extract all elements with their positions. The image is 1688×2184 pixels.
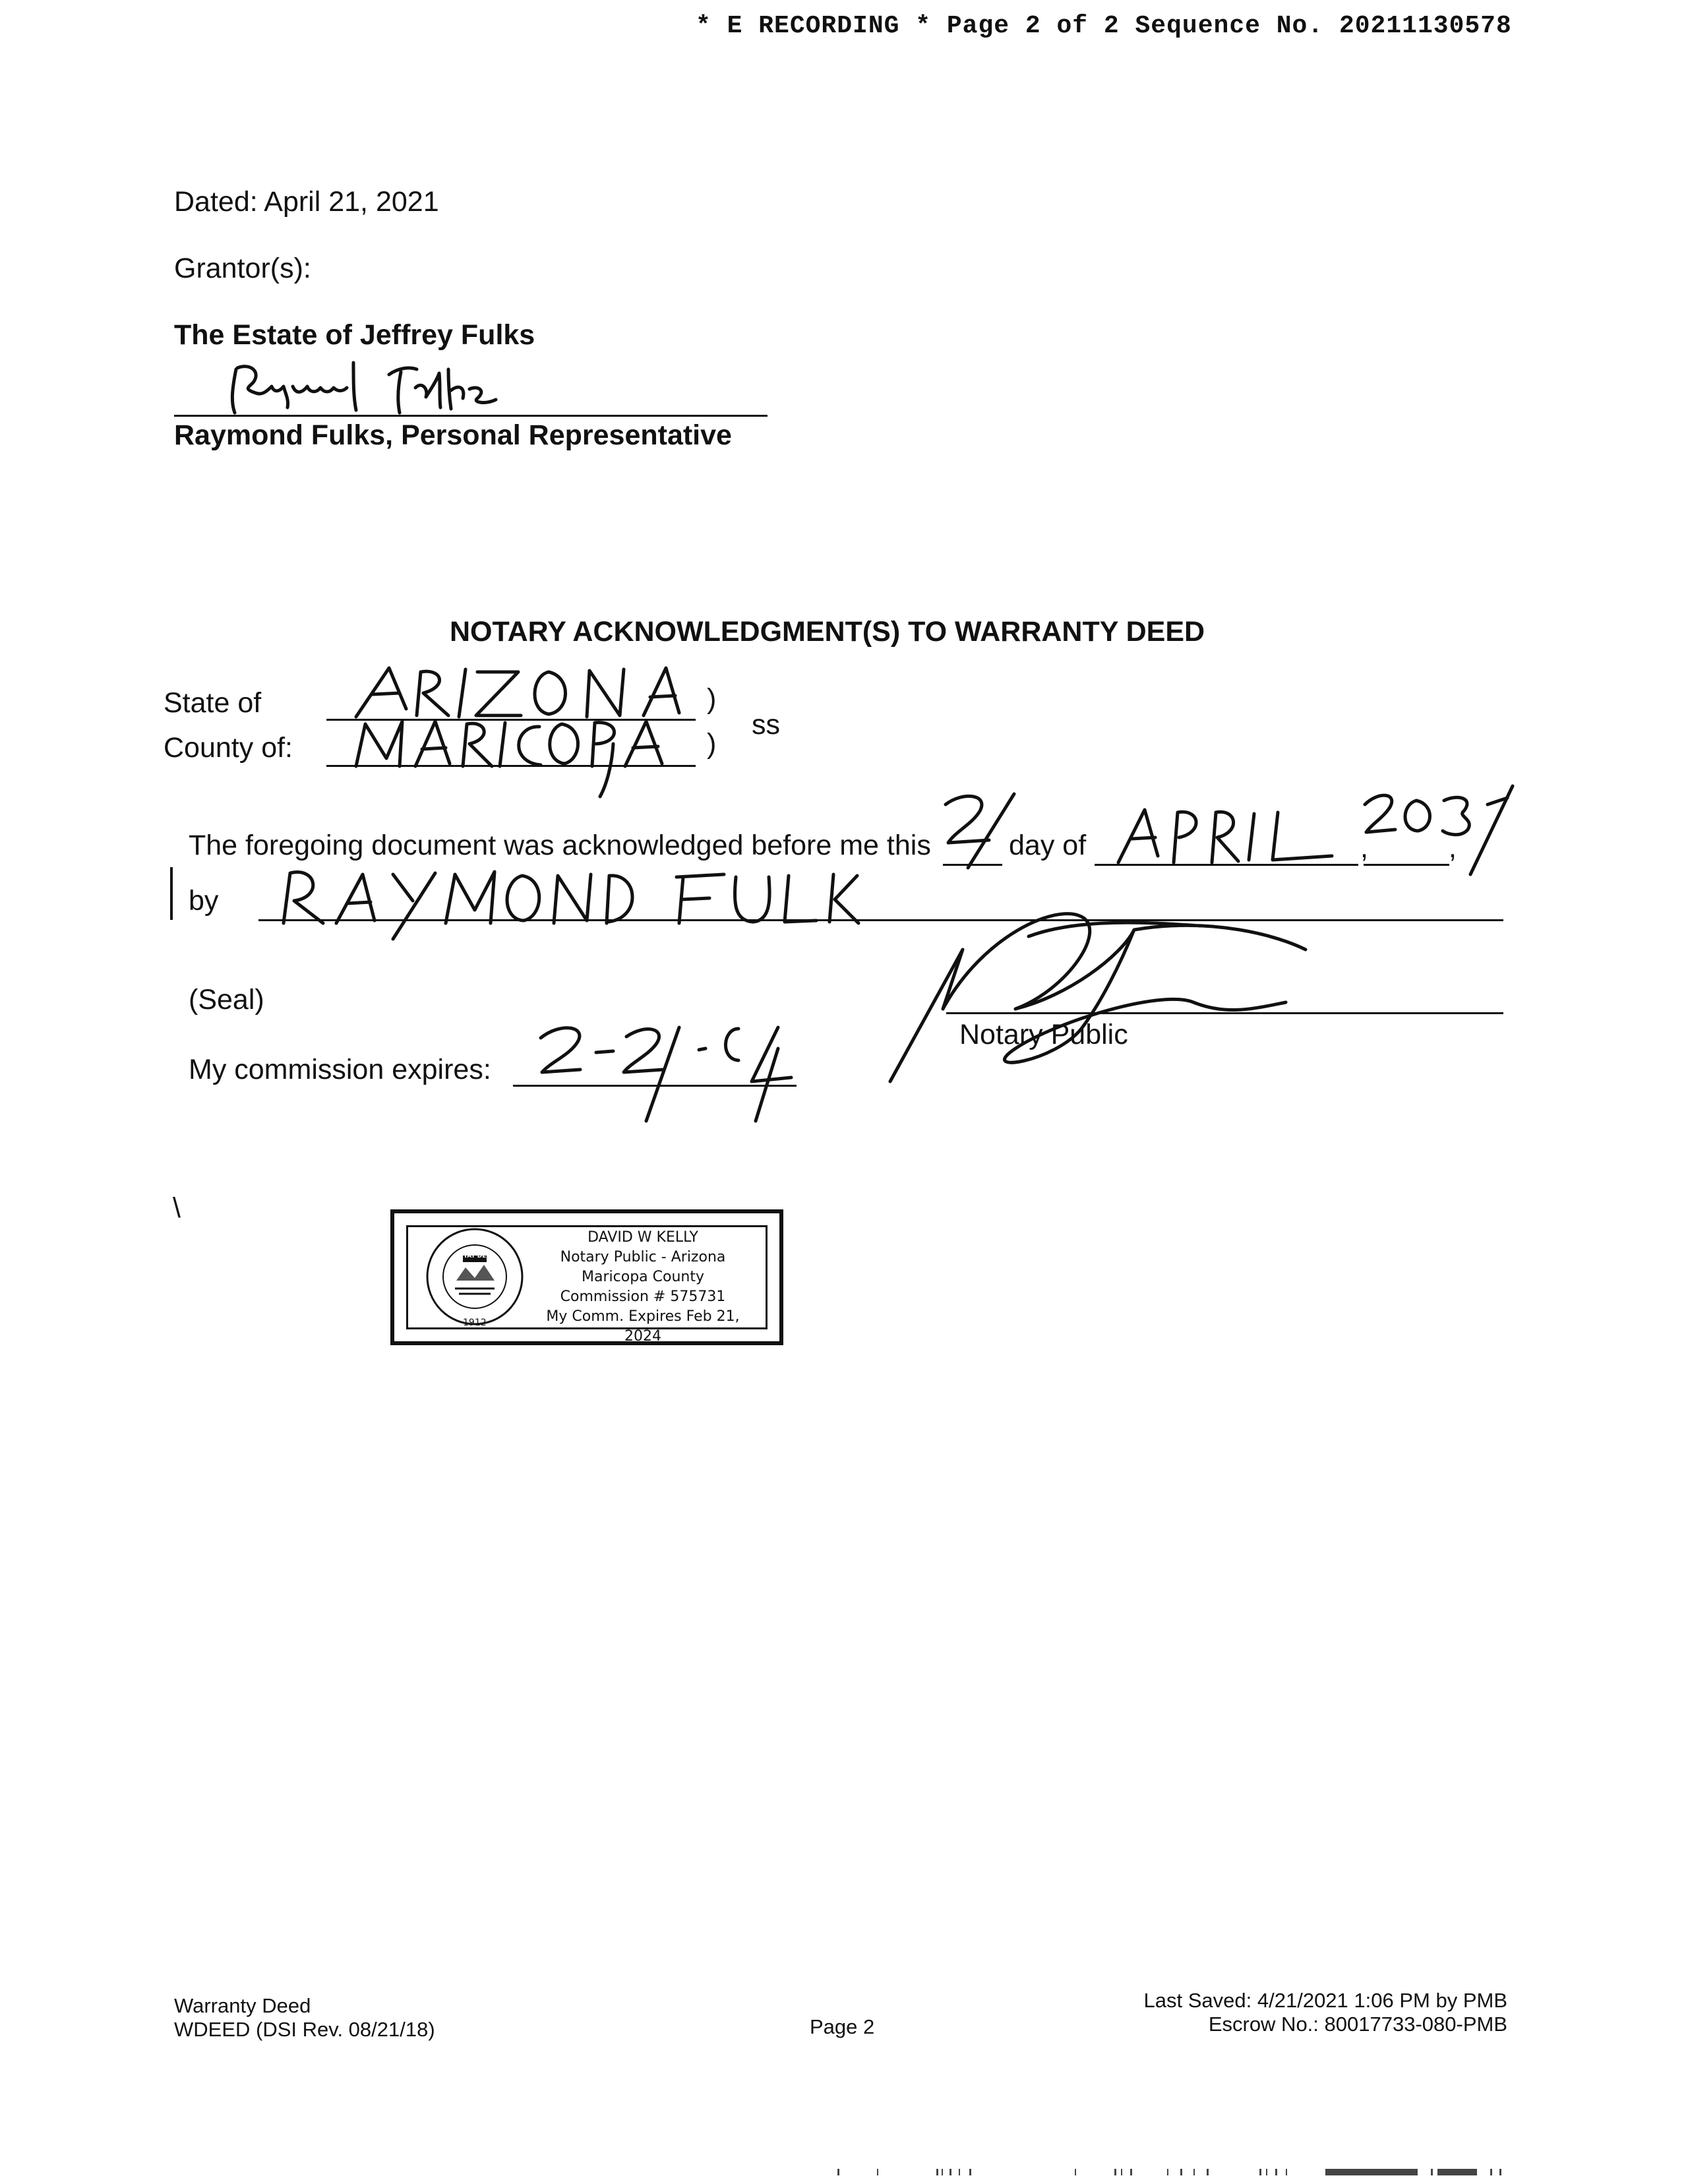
signer-name: Raymond Fulks, Personal Representative (174, 419, 732, 451)
notary-signature-line (946, 1012, 1503, 1014)
dated-line: Dated: April 21, 2021 (174, 186, 439, 218)
county-label: County of: (164, 732, 293, 764)
year-comma: , (1449, 832, 1457, 864)
month-handwriting (1108, 799, 1345, 872)
expires-line (513, 1085, 797, 1087)
state-paren: ) (707, 683, 717, 715)
grantor-signature-line (174, 415, 768, 417)
by-handwriting (264, 857, 857, 943)
state-label: State of (164, 687, 262, 719)
by-label: by (189, 885, 219, 917)
footer-page: Page 2 (810, 2015, 875, 2038)
grantor-label: Grantor(s): (174, 253, 311, 284)
stamp-title: Notary Public - Arizona (560, 1249, 726, 1265)
county-handwriting (336, 712, 706, 798)
seal-year: 1912 (463, 1318, 487, 1328)
year-handwriting (1358, 778, 1517, 877)
seal-motto: DITAT DEUS (456, 1253, 496, 1259)
day-of-label: day of (1009, 830, 1087, 861)
month-line (1095, 864, 1358, 866)
backslash-mark: \ (173, 1192, 181, 1224)
scan-barcode-strip (837, 2166, 1510, 2177)
notary-stamp (382, 1201, 791, 1353)
footer-escrow: Escrow No.: 80017733-080-PMB (1208, 2013, 1507, 2036)
footer-form-rev: WDEED (DSI Rev. 08/21/18) (174, 2018, 435, 2041)
stamp-text (528, 1228, 758, 1347)
footer-doc-type: Warranty Deed (174, 1994, 311, 2017)
expires-handwriting (528, 1009, 804, 1128)
stamp-notary-name: DAVID W KELLY (588, 1229, 698, 1246)
notary-signature (884, 877, 1345, 1088)
county-paren: ) (707, 728, 717, 760)
county-line (326, 765, 696, 767)
day-line (943, 864, 1002, 866)
stamp-commission: Commission # 575731 (560, 1289, 726, 1305)
estate-name: The Estate of Jeffrey Fulks (174, 319, 535, 351)
arizona-seal-icon (422, 1224, 528, 1329)
stamp-expiry: My Comm. Expires Feb 21, 2024 (546, 1308, 740, 1345)
expires-label: My commission expires: (189, 1054, 491, 1085)
seal-label: (Seal) (189, 984, 264, 1016)
notary-heading: NOTARY ACKNOWLEDGMENT(S) TO WARRANTY DEED (450, 616, 1205, 648)
ack-text: The foregoing document was acknowledged before me this (189, 830, 931, 861)
margin-mark (170, 867, 173, 920)
footer-last-saved: Last Saved: 4/21/2021 1:06 PM by PMB (1143, 1989, 1507, 2012)
year-line (1364, 864, 1449, 866)
stamp-county: Maricopa County (582, 1269, 704, 1285)
month-comma: , (1360, 832, 1368, 864)
ss-label: ss (752, 709, 780, 741)
grantor-signature (224, 349, 528, 419)
notary-public-label: Notary Public (959, 1019, 1128, 1050)
recording-header: * E RECORDING * Page 2 of 2 Sequence No. 20211130578 (696, 12, 1512, 40)
